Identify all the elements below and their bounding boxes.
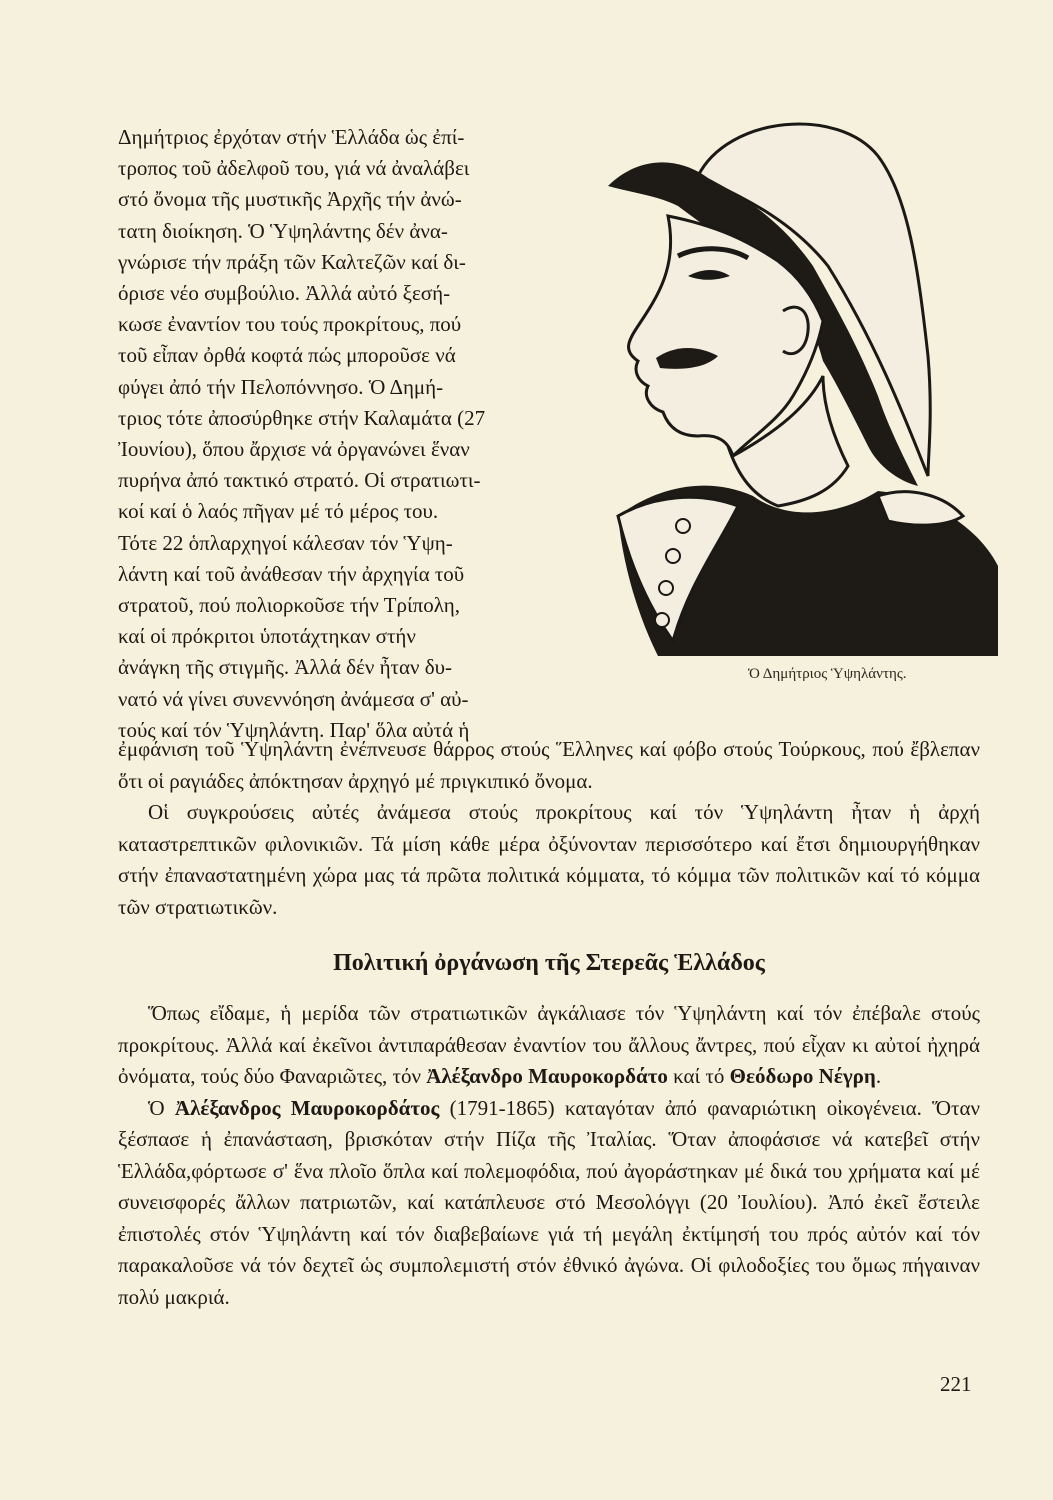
text-line: λάντη καί τοῦ ἀνάθεσαν τήν ἀρχηγία τοῦ — [118, 561, 465, 586]
text-line: Ἰουνίου), ὅπου ἄρχισε νά ὀργανώνει ἕναν — [118, 437, 470, 462]
wrapped-paragraph — [118, 122, 566, 746]
body-text-block — [118, 734, 980, 923]
paragraph-continuation: ἐμφάνιση τοῦ Ὑψηλάντη ἐνέπνευσε θάρρος στούς Ἕλληνες καί φόβο στούς Τούρκους, πού ἔβλεπαν ὅτι οἱ ραγιάδες ἀπόκτησαν ἀρχηγό μέ πριγκιπικό ὄνομα. — [118, 737, 980, 793]
bold-name: Ἀλέξανδρο Μαυροκορδάτο — [426, 1064, 668, 1088]
text-line: καί οἱ πρόκριτοι ὑποτάχτηκαν στήν — [118, 624, 416, 649]
paragraph-text: . — [875, 1064, 882, 1088]
epaulette-shape — [878, 492, 963, 525]
text-line: όρισε νέο συμβούλιο. Ἀλλά αὐτό ξεσή- — [118, 281, 451, 306]
text-line: Τότε 22 ὁπλαρχηγοί κάλεσαν τόν Ὑψη- — [118, 530, 453, 555]
portrait-engraving — [578, 96, 1008, 656]
paragraph — [118, 1093, 980, 1314]
coat-button — [676, 519, 690, 533]
paragraph-text: καί τό — [667, 1064, 730, 1088]
text-line: γνώρισε τήν πράξη τῶν Καλτεζῶν καί δι- — [118, 249, 466, 274]
text-line: τοῦ εἶπαν ὀρθά κοφτά πώς μποροῦσε νά — [118, 343, 456, 368]
text-line: τούς καί τόν Ὑψηλάντη. Παρ' ὅλα αὐτά ἡ — [118, 717, 470, 742]
text-line: τατη διοίκηση. Ὁ Ὑψηλάντης δέν ἀνα- — [118, 218, 448, 243]
text-line: στό ὄνομα τῆς μυστικῆς Ἀρχῆς τήν ἀνώ- — [118, 187, 462, 212]
text-line: κωσε ἐναντίον του τούς προκρίτους, πού — [118, 312, 462, 337]
text-line: ἀνάγκη τῆς στιγμῆς. Ἀλλά δέν ἦταν δυ- — [118, 655, 453, 680]
bold-name: Θεόδωρο Νέγρη — [729, 1064, 876, 1088]
text-line: στρατοῦ, πού πολιορκοῦσε τήν Τρίπολη, — [118, 593, 460, 618]
paragraph-text: Ὅπως εἴδαμε, ἡ μερίδα τῶν στρατιωτικῶν ἀγκάλιασε τόν Ὑψηλάντη καί τόν ἐπέβαλε στούς προκρίτους. Ἀλλά καί ἐκεῖνοι ἀντιπαράθεσαν ἐναντίον του ἄλλους ἄντρες, πού εἶχαν κι αὐτοί ἠχηρά ὀνόματα, τούς δύο Φαναριῶτες, τόν — [118, 1001, 980, 1088]
paragraph-text: (1791-1865) καταγόταν ἀπό φαναριώτικη οἰκογένεια. Ὅταν ξέσπασε ἡ ἐπανάσταση, βρισκόταν στήν Πίζα τῆς Ἰταλίας. Ὅταν ἀποφάσισε νά κατεβεῖ στήν Ἑλλάδα,φόρτωσε σ' ἕνα πλοῖο ὅπλα καί πολεμοφόδια, πού ἀγοράστηκαν μέ δικά του χρήματα καί μέ συνεισφορές ἄλλων πατριωτῶν, καί κατάπλευσε στό Μεσολόγγι (20 Ἰουλίου). Ἀπό ἐκεῖ ἔστειλε ἐπιστολές στόν Ὑψηλάντη καί τόν διαβεβαίωνε γιά τή μεγάλη ἐκτίμησή του πρός αὐτόν καί τόν παρακαλοῦσε νά τόν δεχτεῖ ὡς συμπολεμιστή στόν ἐθνικό ἀγώνα. Οἱ φιλοδοξίες του ὅμως πήγαιναν πολύ μακριά. — [118, 1095, 980, 1309]
portrait-caption: Ὁ Δημήτριος Ὑψηλάντης. — [748, 666, 907, 682]
text-line: κοί καί ὁ λαός πῆγαν μέ τό μέρος του. — [118, 499, 439, 524]
coat-button — [666, 549, 680, 563]
text-line: Δημήτριος ἐρχόταν στήν Ἑλλάδα ὡς ἐπί- — [118, 125, 465, 149]
section-heading: Πολιτική ὀργάνωση τῆς Στερεᾶς Ἑλλάδος — [333, 950, 765, 976]
text-line: τριος τότε ἀποσύρθηκε στήν Καλαμάτα (27 — [118, 405, 486, 430]
text-line: τροπος τοῦ ἀδελφοῦ του, γιά νά ἀναλάβει — [118, 156, 470, 181]
paragraph-text: Ὁ — [148, 1095, 175, 1120]
body-text-block — [118, 998, 980, 1313]
text-line: νατό νά γίνει συνεννόηση ἀνάμεσα σ' αὐ- — [118, 686, 469, 711]
coat-button — [659, 581, 673, 595]
page-number: 221 — [940, 1372, 972, 1396]
paragraph — [118, 998, 980, 1093]
paragraph: Οἱ συγκρούσεις αὐτές ἀνάμεσα στούς προκρίτους καί τόν Ὑψηλάντη ἦταν ἡ ἀρχή καταστρεπτικῶν φιλονικιῶν. Τά μίση κάθε μέρα ὀξύνονταν περισσότερο καί ἔτσι δημιουργήθηκαν στήν ἐπαναστατημένη χώρα μας τά πρῶτα πολιτικά κόμματα, τό κόμμα τῶν πολιτικῶν καί τό κόμμα τῶν στρατιωτικῶν. — [118, 800, 980, 919]
text-line: πυρήνα ἀπό τακτικό στρατό. Οἱ στρατιωτι- — [118, 468, 481, 493]
bold-name: Ἀλέξανδρος Μαυροκορδάτος — [174, 1095, 440, 1120]
coat-button — [655, 613, 669, 627]
text-line: φύγει ἀπό τήν Πελοπόννησο. Ὁ Δημή- — [118, 374, 444, 399]
